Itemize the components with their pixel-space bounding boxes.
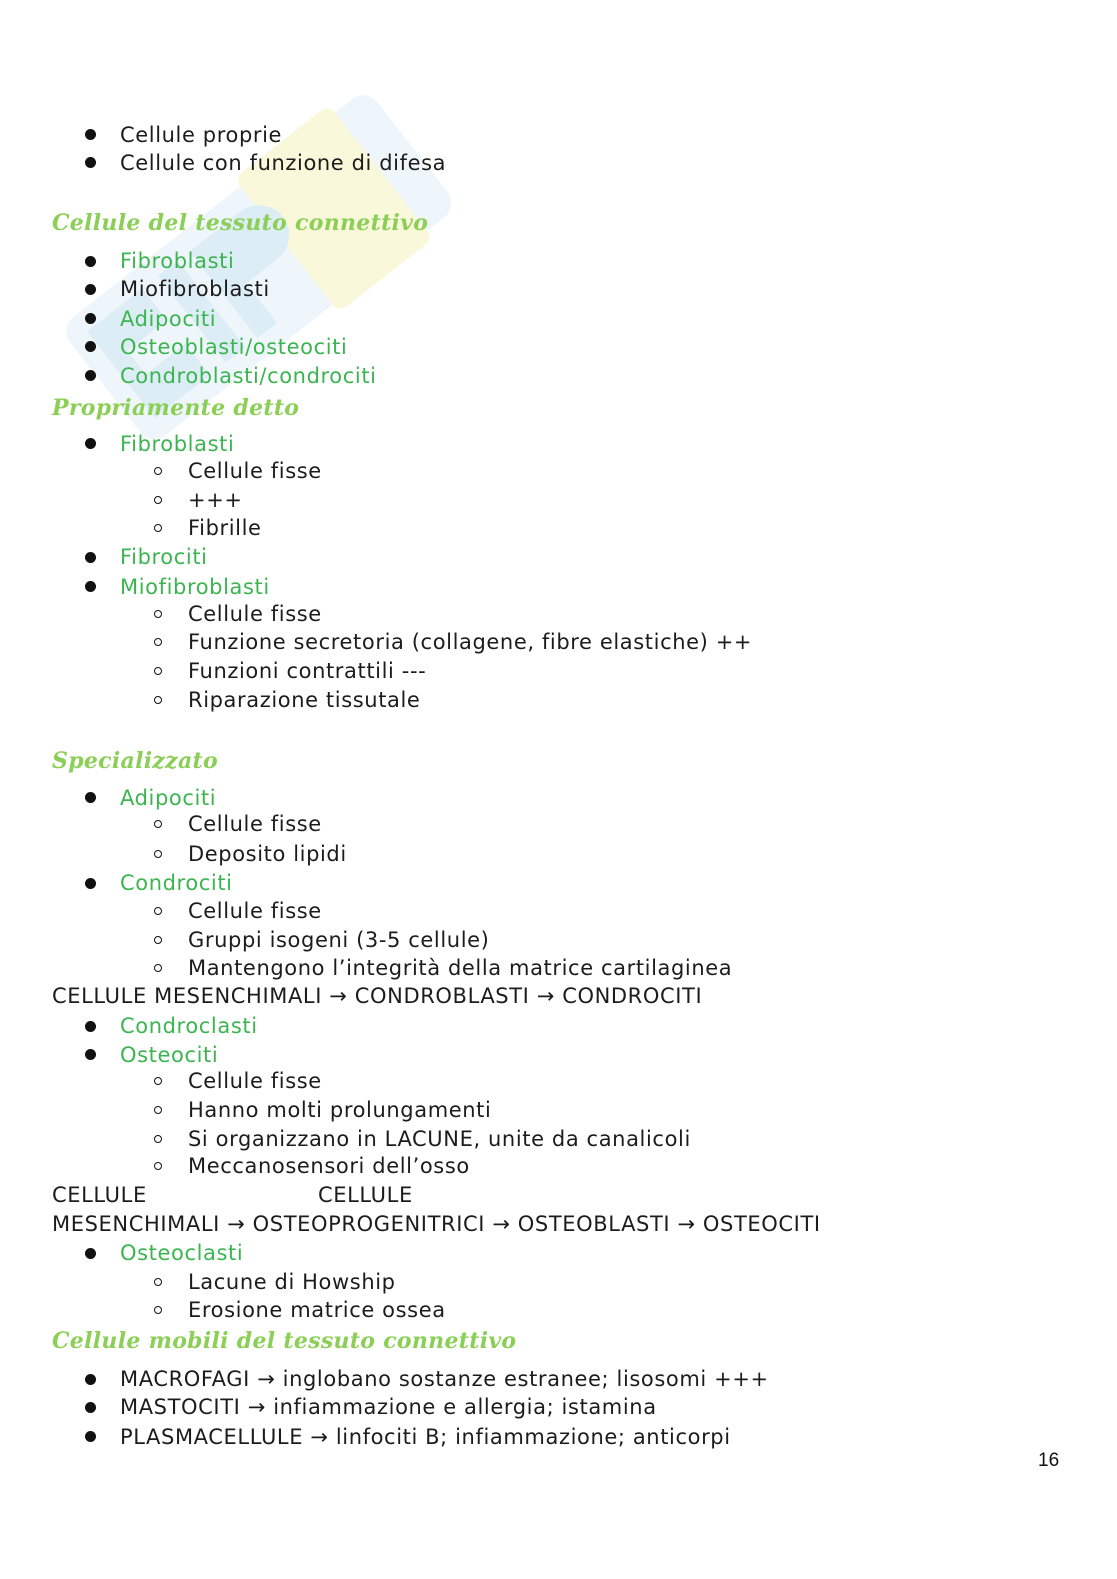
section-heading: Propriamente detto [52, 395, 300, 421]
bullet-marker [85, 1431, 96, 1442]
section-heading: Cellule del tessuto connettivo [52, 210, 429, 236]
sub-list-item: Funzione secretoria (collagene, fibre elastiche) ++ [188, 630, 753, 654]
list-item: Miofibroblasti [120, 575, 270, 599]
bullet-marker [85, 370, 96, 381]
watermark-logo [30, 40, 500, 510]
bullet-marker [85, 1248, 96, 1259]
list-item: Adipociti [120, 307, 217, 331]
sub-list-item: Gruppi isogeni (3-5 cellule) [188, 928, 490, 952]
sub-bullet-marker [154, 496, 162, 504]
sub-list-item: Mantengono l’integrità della matrice cartilaginea [188, 956, 733, 980]
bullet-marker [85, 792, 96, 803]
sub-list-item: Fibrille [188, 516, 262, 540]
list-item: Condroclasti [120, 1014, 258, 1038]
sub-list-item: Cellule fisse [188, 602, 322, 626]
bullet-marker [85, 581, 96, 592]
section-heading: Cellule mobili del tessuto connettivo [52, 1328, 517, 1354]
lineage-flow: CELLULE MESENCHIMALI → CONDROBLASTI → CONDROCITI [52, 984, 703, 1008]
sub-list-item: Funzioni contrattili --- [188, 659, 427, 683]
bullet-marker [85, 438, 96, 449]
list-item: MACROFAGI → inglobano sostanze estranee; lisosomi +++ [120, 1367, 769, 1391]
list-item: Fibrociti [120, 545, 208, 569]
sub-list-item: Si organizzano in LACUNE, unite da canalicoli [188, 1127, 691, 1151]
sub-bullet-marker [154, 1306, 162, 1314]
sub-bullet-marker [154, 964, 162, 972]
list-item: Osteociti [120, 1043, 219, 1067]
bullet-marker [85, 313, 96, 324]
list-item: Condroblasti/condrociti [120, 364, 377, 388]
list-item: Condrociti [120, 871, 233, 895]
list-item: Osteoblasti/osteociti [120, 335, 348, 359]
page-number: 16 [1038, 1450, 1060, 1471]
sub-bullet-marker [154, 1106, 162, 1114]
list-item: Osteoclasti [120, 1241, 244, 1265]
sub-list-item: Hanno molti prolungamenti [188, 1098, 492, 1122]
sub-bullet-marker [154, 936, 162, 944]
sub-bullet-marker [154, 1077, 162, 1085]
sub-list-item: Cellule fisse [188, 459, 322, 483]
sub-list-item: Cellule fisse [188, 1069, 322, 1093]
lineage-flow-label: CELLULE [318, 1183, 413, 1207]
sub-list-item: Lacune di Howship [188, 1270, 396, 1294]
sub-bullet-marker [154, 610, 162, 618]
lineage-flow: MESENCHIMALI → OSTEOPROGENITRICI → OSTEOBLASTI → OSTEOCITI [52, 1212, 821, 1236]
bullet-marker [85, 1049, 96, 1060]
list-item: Fibroblasti [120, 249, 235, 273]
sub-bullet-marker [154, 850, 162, 858]
list-item: Miofibroblasti [120, 277, 270, 301]
sub-list-item: Cellule fisse [188, 899, 322, 923]
sub-bullet-marker [154, 1135, 162, 1143]
list-item: Adipociti [120, 786, 217, 810]
bullet-marker [85, 878, 96, 889]
sub-bullet-marker [154, 667, 162, 675]
sub-list-item: Erosione matrice ossea [188, 1298, 446, 1322]
sub-bullet-marker [154, 467, 162, 475]
sub-bullet-marker [154, 1162, 162, 1170]
bullet-marker [85, 1374, 96, 1385]
bullet-marker [85, 1402, 96, 1413]
sub-bullet-marker [154, 907, 162, 915]
list-item: Cellule proprie [120, 123, 283, 147]
list-item: Cellule con funzione di difesa [120, 151, 447, 175]
sub-bullet-marker [154, 524, 162, 532]
bullet-marker [85, 256, 96, 267]
sub-bullet-marker [154, 820, 162, 828]
lineage-flow-label: CELLULE [52, 1183, 147, 1207]
list-item: PLASMACELLULE → linfociti B; infiammazione; anticorpi [120, 1425, 731, 1449]
sub-list-item: Riparazione tissutale [188, 688, 421, 712]
bullet-marker [85, 552, 96, 563]
list-item: Fibroblasti [120, 432, 235, 456]
section-heading: Specializzato [52, 748, 218, 774]
sub-bullet-marker [154, 638, 162, 646]
bullet-marker [85, 1021, 96, 1032]
bullet-marker [85, 341, 96, 352]
bullet-marker [85, 284, 96, 295]
sub-list-item: Deposito lipidi [188, 842, 347, 866]
bullet-marker [85, 157, 96, 168]
bullet-marker [85, 129, 96, 140]
list-item: MASTOCITI → infiammazione e allergia; istamina [120, 1395, 657, 1419]
sub-list-item: Cellule fisse [188, 812, 322, 836]
sub-list-item: Meccanosensori dell’osso [188, 1154, 470, 1178]
sub-bullet-marker [154, 696, 162, 704]
sub-list-item: +++ [188, 488, 243, 512]
sub-bullet-marker [154, 1278, 162, 1286]
